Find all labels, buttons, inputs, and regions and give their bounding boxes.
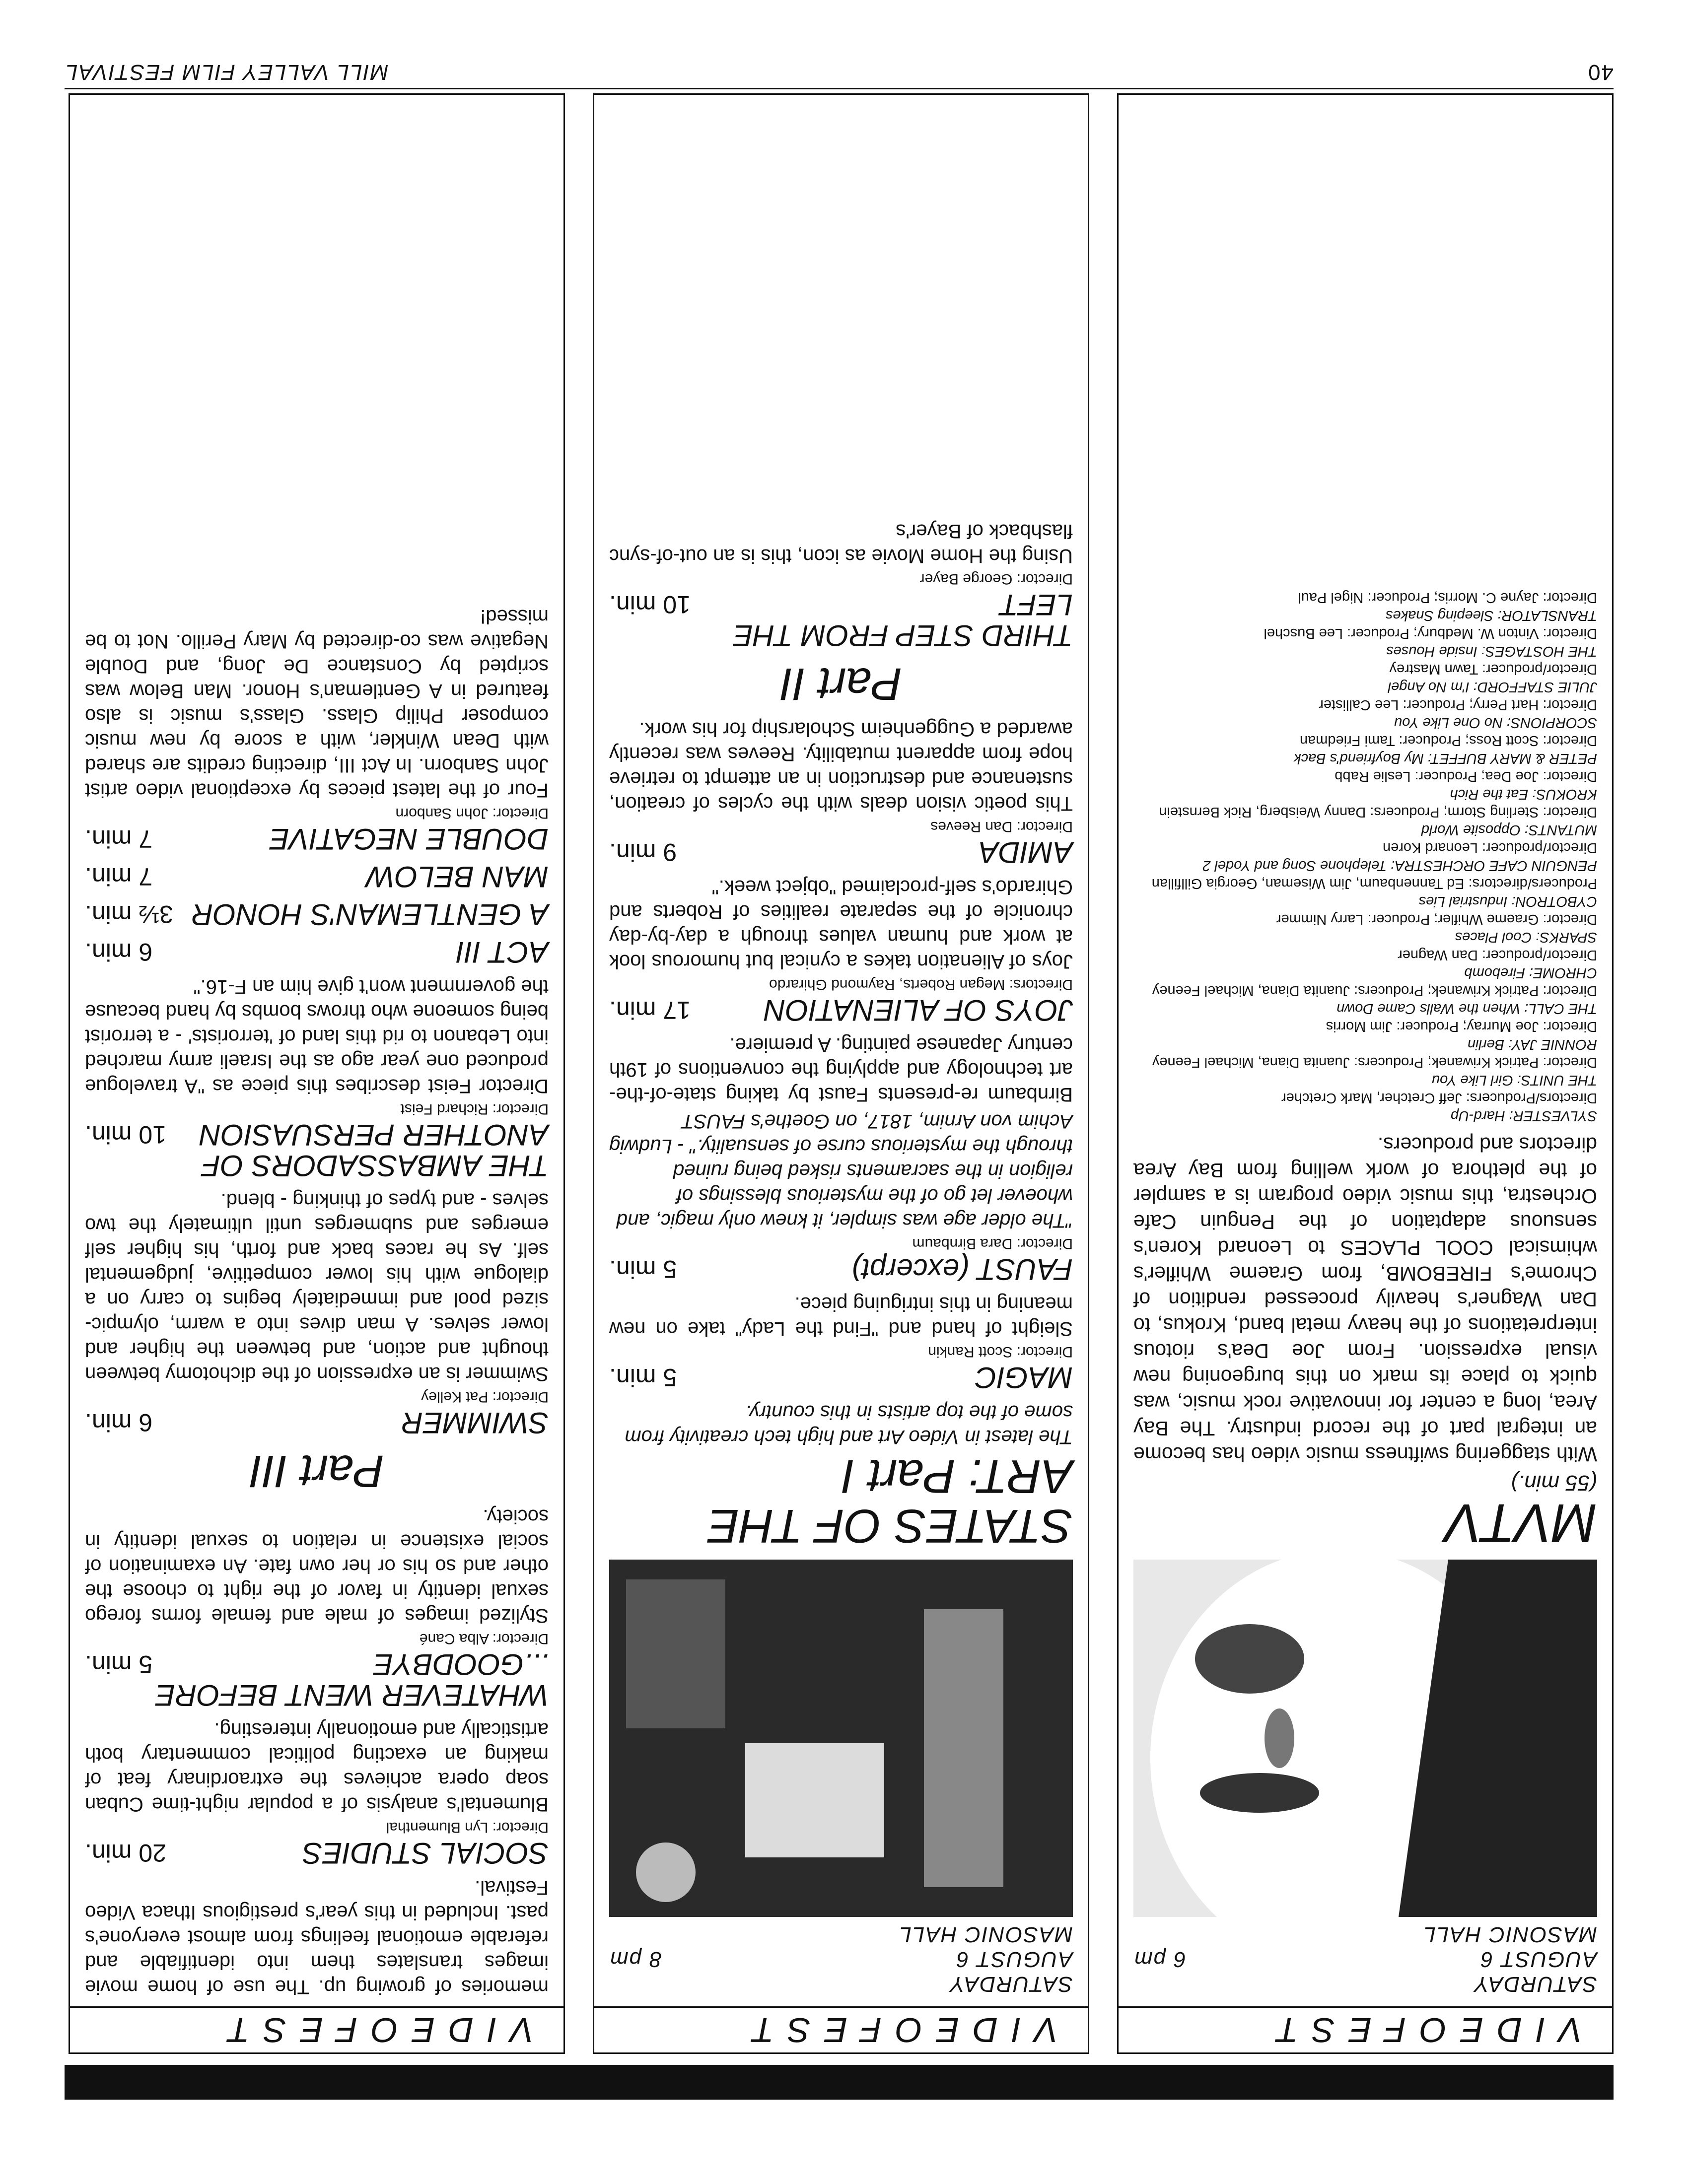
session-day: SATURDAY <box>1473 1972 1597 1996</box>
piece-description: Four of the latest pieces by exceptional video artist John Sanborn. In Act III, directing credits are shared with Dean Winkler, with a score by new music composer Philip Glass. Glass's music is also featured in A Gentleman's Honor. Man Below was scripted by Constance De Jong, and Double Negative was co-directed by Mary Perillo. Not to be missed! <box>85 606 549 801</box>
piece-director: Director: George Bayer <box>919 571 1073 587</box>
piece-name: WHATEVER WENT BEFORE ...GOODBYE <box>155 1648 549 1712</box>
piece-director: Director: Pat Kelley <box>421 1389 549 1405</box>
piece-name: A GENTLEMAN'S HONOR <box>191 898 549 931</box>
piece-name: ACT III <box>456 936 549 969</box>
piece-name: MAN BELOW <box>366 860 549 893</box>
piece-duration: 7 min. <box>85 825 153 853</box>
piece-description: Director Feist describes this piece as "A travelogue produced one year ago as the Israeli army marched into Lebanon to rid this land of 'terrorists' - a terrorist being someone who throws bombs by hand because the government won't give him an F-16." <box>85 976 549 1097</box>
piece-description: Joys of Alienation takes a cynical but humorous look at work and human values through a day-by-day chronicle of the separate realities of Roberts and Ghirardo's self-proclaimed "object week." <box>609 876 1073 972</box>
footer-rule <box>65 88 1614 89</box>
video-title: RONNIE JAY: Berlin <box>1467 1036 1597 1052</box>
videofest-header <box>70 2006 563 2052</box>
piece-duration: 17 min. <box>609 996 691 1024</box>
program-runtime: (55 min.) <box>1511 1471 1597 1495</box>
piece-title <box>70 823 563 861</box>
video-title: THE UNITS: Girl Like You <box>1431 1072 1597 1088</box>
photo-video-still <box>609 1560 1073 1917</box>
piece-title <box>70 1119 563 1188</box>
piece-name: DOUBLE NEGATIVE <box>269 822 549 856</box>
video-credit: Director: Vinton W. Medbury; Producer: Lee Buschel <box>1264 625 1597 641</box>
piece-description: Using the Home Movie as icon, this is an out-of-sync flashback of Bayer's <box>609 520 1073 567</box>
piece-director: Director: Alba Cané <box>419 1631 549 1647</box>
piece-description: Stylized images of male and female forms forego sexual identity in favor of the right to choose the other and so his or her own fate. An examination of social existence in relation to sexual identity in society. <box>85 1505 549 1627</box>
video-credit: Director: Patrick Kriwanek; Producers: Juanita Diana, Michael Feeney <box>1152 983 1597 999</box>
piece-name: MAGIC <box>975 1361 1073 1394</box>
video-credit: Director: Sterling Storm; Producers: Danny Weisberg, Rick Bernstein <box>1159 804 1597 820</box>
piece-duration: 20 min. <box>85 1839 166 1867</box>
piece-title <box>70 1838 563 1875</box>
column-mvtv <box>1117 93 1614 2054</box>
session-venue: MASONIC HALL <box>898 1922 1073 1947</box>
part-heading: Part III <box>249 1446 384 1497</box>
piece-description: Blumental's analysis of a popular night-time Cuban soap opera achieves the extraordinary feat of making an exacting political commentary both artistically and emotionally interesting. <box>85 1719 549 1815</box>
videofest-header <box>1119 2006 1612 2052</box>
video-title: MUTANTS: Opposite World <box>1421 822 1597 838</box>
piece-list-part3 <box>70 604 563 1445</box>
video-title: SYLVESTER: Hard-Up <box>1451 1108 1597 1124</box>
piece-name: AMIDA <box>978 836 1073 869</box>
piece-duration: 5 min. <box>609 1255 677 1283</box>
session-date: AUGUST 6 <box>1479 1947 1597 1972</box>
header-label: V I D E O F E S T <box>1274 2011 1582 2049</box>
piece-title <box>594 837 1088 875</box>
program-title: MVTV <box>1445 1493 1597 1554</box>
piece-name: SWIMMER <box>401 1406 549 1439</box>
piece-director: Director: Dara Birnbaum <box>912 1235 1073 1252</box>
piece-title <box>70 1407 563 1445</box>
photo-face-image <box>1133 1560 1597 1917</box>
piece-duration: 5 min. <box>85 1650 153 1678</box>
piece-director: Director: Richard Feist <box>400 1101 549 1117</box>
piece-title <box>70 1649 563 1717</box>
piece-duration: 10 min. <box>85 1121 166 1149</box>
video-title: SCORPIONS: No One Like You <box>1394 715 1597 731</box>
piece-quote: "The older age was simpler, it knew only magic, and whoever let go of the mysterious blessings of religion in the sacraments risked being ruined through the mysterious curse of sensuality." - Ludwig Achim von Arnim, 1817, on Goethe's FAUST <box>609 1110 1073 1231</box>
piece-name: FAUST (excerpt) <box>851 1253 1073 1286</box>
column-continued <box>69 93 565 2054</box>
video-credit: Director: Joe Murray; Producer: Jim Morris <box>1326 1019 1597 1034</box>
piece-director: Directors: Megan Roberts, Raymond Ghirardo <box>769 976 1073 993</box>
video-credit: Producers/directors: Ed Tannenbaum, Jim Wiseman, Georgia Gillfillan <box>1151 876 1597 891</box>
publication-name: MILL VALLEY FILM FESTIVAL <box>65 60 389 84</box>
piece-duration: 7 min. <box>85 863 153 890</box>
piece-director: Director: Lyn Blumenthal <box>386 1819 549 1836</box>
video-title: THE HOSTAGES: Inside Houses <box>1386 643 1597 659</box>
session-day: SATURDAY <box>949 1972 1073 1996</box>
piece-list <box>594 717 1088 1400</box>
program-tagline: The latest in Video Art and high tech creativity from some of the top artists in this country. <box>625 1401 1073 1448</box>
piece-director: Director: John Sanborn <box>395 805 549 821</box>
video-credit: Director: Hart Perry; Producer: Lee Callister <box>1319 697 1597 713</box>
piece-name: JOYS OF ALIENATION <box>764 994 1073 1027</box>
session-time: 6 pm <box>1133 1947 1186 1972</box>
piece-title <box>70 861 563 899</box>
piece-description: Birnbaum re-presents Faust by taking state-of-the-art technology and applying the conventions of 19th century Japanese painting. A premiere. <box>609 1034 1073 1105</box>
column-states-of-the-art <box>593 93 1089 2054</box>
piece-description: Swimmer is an expression of the dichotomy between thought and action, and between the higher and lower selves. A man dives into a warm, olympic-sized pool and immediately begins to carry on a dialogue with his lower competitive, judgemental self. As he races back and forth, his higher self emerges and submerges until ultimately the two selves - and types of thinking - blend. <box>85 1189 549 1385</box>
piece-description: Sleight of hand and "Find the Lady" take on new meaning in this intriguing piece. <box>609 1293 1073 1340</box>
piece-name: SOCIAL STUDIES <box>302 1837 549 1870</box>
video-credit: Director/producer: Tawn Mastrey <box>1389 661 1597 677</box>
piece-title <box>70 899 563 937</box>
piece-duration: 5 min. <box>609 1364 677 1391</box>
video-credit: Director: Joe Dea; Producer: Leslie Rabb <box>1335 768 1597 784</box>
video-credit: Director/producer: Leonard Koren <box>1382 840 1597 856</box>
photo-video-still-image <box>609 1560 1073 1917</box>
session-venue: MASONIC HALL <box>1422 1922 1597 1947</box>
page-number: 40 <box>1587 60 1614 84</box>
video-credit: Director/producer: Dan Wagner <box>1398 947 1597 963</box>
session-info <box>594 1922 1088 2006</box>
session-date: AUGUST 6 <box>955 1947 1073 1972</box>
piece-list <box>70 1504 563 1875</box>
video-credit: Director: Graeme Whifler; Producer: Larry Nimmer <box>1276 911 1597 927</box>
piece-director: Director: Scott Rankin <box>928 1344 1073 1360</box>
video-title: KROKUS: Eat the Rich <box>1450 786 1597 802</box>
piece-director: Director: Dan Reeves <box>930 819 1073 835</box>
video-credit: Directors/Producers: Jeff Cretcher, Mark Cretcher <box>1281 1090 1597 1106</box>
part-heading: Part II <box>780 659 902 709</box>
piece-title <box>594 589 1088 658</box>
video-title: JULIE STAFFORD: I'm No Angel <box>1388 679 1597 695</box>
video-title: SPARKS: Cool Places <box>1455 929 1597 945</box>
video-title: CHROME: Firebomb <box>1464 965 1597 981</box>
top-rule-bar <box>65 2065 1614 2100</box>
piece-name: THIRD STEP FROM THE LEFT <box>733 588 1073 652</box>
continued-text: memories of growing up. The use of home movie images translates them into identifiable and referable emotional feelings from almost everyone's past. Included in this year's prestigious Ithaca Video Festival. <box>85 1877 549 1998</box>
piece-duration: 3½ min. <box>85 900 173 928</box>
piece-title <box>594 1254 1088 1292</box>
video-title: PENGUIN CAFE ORCHESTRA: Telephone Song and Yodel 2 <box>1202 858 1597 874</box>
piece-name: THE AMBASSADORS OF ANOTHER PERSUASION <box>199 1118 549 1182</box>
videofest-header <box>594 2006 1088 2052</box>
piece-title <box>594 995 1088 1032</box>
video-credit: Director: Scott Ross; Producer: Tami Friedman <box>1300 733 1597 749</box>
photo-face <box>1133 1560 1597 1917</box>
piece-duration: 9 min. <box>609 838 677 866</box>
piece-title <box>70 937 563 974</box>
piece-title <box>594 1362 1088 1400</box>
header-label: V I D E O F E S T <box>750 2011 1058 2049</box>
video-title: TRANSLATOR: Sleeping Snakes <box>1385 608 1597 623</box>
video-title: CYBOTRON: Industrial Lies <box>1418 893 1597 909</box>
session-info <box>1119 1922 1612 2006</box>
program-title: STATES OF THE ART: Part I <box>707 1450 1073 1553</box>
video-credit: Director: Jayne C. Morris; Producer: Nigel Paul <box>1298 590 1597 606</box>
piece-duration: 10 min. <box>609 591 691 618</box>
header-label: V I D E O F E S T <box>226 2011 534 2049</box>
video-title: THE CALL: When the Walls Came Down <box>1336 1001 1597 1017</box>
piece-duration: 6 min. <box>85 1409 153 1436</box>
piece-duration: 6 min. <box>85 938 153 966</box>
page-footer <box>65 60 1614 84</box>
video-title: PETER & MARY BUFFET: My Boyfriend's Back <box>1294 751 1597 766</box>
video-credit: Director: Patrick Kriwanek; Producers: Juanita Diana, Michael Feeney <box>1152 1054 1597 1070</box>
session-time: 8 pm <box>609 1947 662 1972</box>
program-description: With staggering swiftness music video has become an integral part of the record industry. The Bay Area, long a center for innovative rock music, was quick to place its mark on this burgeoning new visual expression. From Joe Dea's riotous interpretations of the heavy metal band, Krokus, to Dan Wagner's heavily processed rendition of Chrome's FIREBOMB, from Graeme Whifler's whimsical COOL PLACES to Leonard Koren's sensuous adaptation of the Penguin Cafe Orchestra, this music video program is a sampler of the plethora of work welling from Bay Area directors and producers. <box>1133 1133 1597 1466</box>
video-credits-list <box>1119 589 1612 1132</box>
piece-description: This poetic vision deals with the cycles of creation, sustenance and destruction in an attempt to retrieve hope from apparent mutability. Reeves was recently awarded a Guggenheim Scholarship for his work. <box>609 718 1073 815</box>
